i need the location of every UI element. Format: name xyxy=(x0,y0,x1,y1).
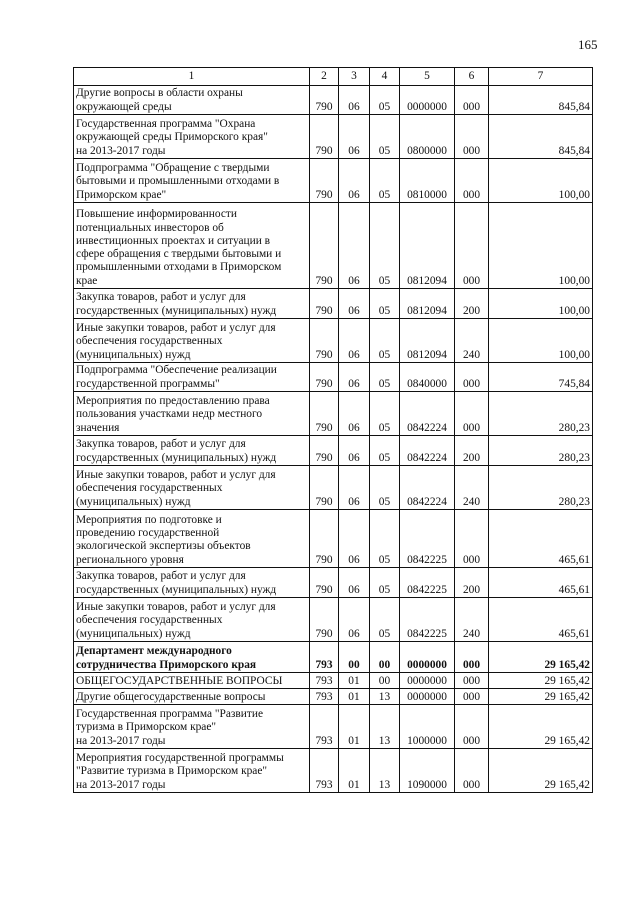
item-name: Другие общегосударственные вопросы xyxy=(74,689,310,705)
target-article-code: 0810000 xyxy=(400,159,455,203)
ved-code: 790 xyxy=(310,598,339,642)
expense-type-code: 000 xyxy=(455,115,489,159)
item-name: Иные закупки товаров, работ и услуг для обеспечения государственных (муниципальных) нужд xyxy=(74,319,310,363)
amount: 29 165,42 xyxy=(489,673,593,689)
ved-code: 790 xyxy=(310,466,339,510)
expense-type-code: 200 xyxy=(455,568,489,598)
ved-code: 793 xyxy=(310,673,339,689)
expense-type-code: 000 xyxy=(455,159,489,203)
amount: 100,00 xyxy=(489,319,593,363)
ved-code: 790 xyxy=(310,115,339,159)
item-name: Иные закупки товаров, работ и услуг для обеспечения государственных (муниципальных) нужд xyxy=(74,598,310,642)
item-name: Департамент международного сотрудничества Приморского края xyxy=(74,642,310,673)
table-row xyxy=(74,673,593,689)
ved-code: 793 xyxy=(310,749,339,793)
ved-code: 790 xyxy=(310,203,339,289)
subsection-code: 05 xyxy=(370,203,400,289)
item-name: Государственная программа "Развитие туризма в Приморском крае" на 2013-2017 годы xyxy=(74,705,310,749)
expense-type-code: 200 xyxy=(455,289,489,319)
subsection-code: 05 xyxy=(370,319,400,363)
target-article-code: 0842225 xyxy=(400,510,455,568)
item-name: Мероприятия по предоставлению права пользования участками недр местного значения xyxy=(74,392,310,436)
amount: 100,00 xyxy=(489,203,593,289)
column-number: 6 xyxy=(455,68,489,86)
table-row xyxy=(74,203,593,289)
amount: 100,00 xyxy=(489,159,593,203)
amount: 465,61 xyxy=(489,510,593,568)
column-number: 3 xyxy=(339,68,370,86)
column-number: 2 xyxy=(310,68,339,86)
subsection-code: 05 xyxy=(370,598,400,642)
ved-code: 790 xyxy=(310,289,339,319)
section-code: 06 xyxy=(339,392,370,436)
item-name: Другие вопросы в области охраны окружающей среды xyxy=(74,86,310,115)
target-article-code: 1000000 xyxy=(400,705,455,749)
amount: 465,61 xyxy=(489,568,593,598)
expense-type-code: 000 xyxy=(455,203,489,289)
amount: 745,84 xyxy=(489,363,593,392)
target-article-code: 0000000 xyxy=(400,689,455,705)
expense-type-code: 000 xyxy=(455,705,489,749)
subsection-code: 05 xyxy=(370,436,400,466)
table-row xyxy=(74,363,593,392)
budget-table xyxy=(73,67,593,793)
section-code: 06 xyxy=(339,203,370,289)
page-number: 165 xyxy=(578,37,598,52)
ved-code: 790 xyxy=(310,159,339,203)
subsection-code: 13 xyxy=(370,689,400,705)
table-row xyxy=(74,115,593,159)
column-number: 5 xyxy=(400,68,455,86)
item-name: Закупка товаров, работ и услуг для государственных (муниципальных) нужд xyxy=(74,568,310,598)
target-article-code: 0842225 xyxy=(400,598,455,642)
table-row xyxy=(74,86,593,115)
expense-type-code: 000 xyxy=(455,510,489,568)
subsection-code: 00 xyxy=(370,642,400,673)
target-article-code: 0000000 xyxy=(400,86,455,115)
subsection-code: 13 xyxy=(370,705,400,749)
section-code: 06 xyxy=(339,363,370,392)
target-article-code: 0842224 xyxy=(400,392,455,436)
ved-code: 790 xyxy=(310,86,339,115)
section-code: 01 xyxy=(339,673,370,689)
table-row xyxy=(74,436,593,466)
item-name: ОБЩЕГОСУДАРСТВЕННЫЕ ВОПРОСЫ xyxy=(74,673,310,689)
column-number: 1 xyxy=(74,68,310,86)
amount: 100,00 xyxy=(489,289,593,319)
section-code: 06 xyxy=(339,289,370,319)
section-code: 06 xyxy=(339,568,370,598)
amount: 845,84 xyxy=(489,115,593,159)
section-code: 06 xyxy=(339,86,370,115)
subsection-code: 05 xyxy=(370,86,400,115)
target-article-code: 0812094 xyxy=(400,203,455,289)
section-code: 06 xyxy=(339,159,370,203)
item-name: Мероприятия государственной программы "Развитие туризма в Приморском крае" на 2013-2017 годы xyxy=(74,749,310,793)
expense-type-code: 000 xyxy=(455,673,489,689)
item-name: Закупка товаров, работ и услуг для государственных (муниципальных) нужд xyxy=(74,436,310,466)
table-row xyxy=(74,642,593,673)
table-row xyxy=(74,749,593,793)
column-number-row xyxy=(74,68,593,86)
expense-type-code: 000 xyxy=(455,86,489,115)
expense-type-code: 200 xyxy=(455,436,489,466)
ved-code: 790 xyxy=(310,392,339,436)
subsection-code: 05 xyxy=(370,289,400,319)
section-code: 01 xyxy=(339,705,370,749)
target-article-code: 0842225 xyxy=(400,568,455,598)
item-name: Подпрограмма "Обращение с твердыми бытовыми и промышленными отходами в Приморском крае" xyxy=(74,159,310,203)
ved-code: 790 xyxy=(310,363,339,392)
column-number: 4 xyxy=(370,68,400,86)
target-article-code: 0000000 xyxy=(400,673,455,689)
target-article-code: 0800000 xyxy=(400,115,455,159)
amount: 29 165,42 xyxy=(489,705,593,749)
target-article-code: 0812094 xyxy=(400,319,455,363)
subsection-code: 00 xyxy=(370,673,400,689)
subsection-code: 13 xyxy=(370,749,400,793)
ved-code: 790 xyxy=(310,319,339,363)
ved-code: 793 xyxy=(310,689,339,705)
table-row xyxy=(74,289,593,319)
amount: 29 165,42 xyxy=(489,749,593,793)
item-name: Подпрограмма "Обеспечение реализации государственной программы" xyxy=(74,363,310,392)
amount: 280,23 xyxy=(489,466,593,510)
amount: 845,84 xyxy=(489,86,593,115)
budget-table-body xyxy=(74,68,593,793)
section-code: 06 xyxy=(339,510,370,568)
section-code: 01 xyxy=(339,749,370,793)
target-article-code: 0840000 xyxy=(400,363,455,392)
section-code: 01 xyxy=(339,689,370,705)
column-number: 7 xyxy=(489,68,593,86)
item-name: Мероприятия по подготовке и проведению государственной экологической экспертизы объектов регионального уровня xyxy=(74,510,310,568)
section-code: 00 xyxy=(339,642,370,673)
amount: 29 165,42 xyxy=(489,642,593,673)
amount: 280,23 xyxy=(489,392,593,436)
item-name: Повышение информированности потенциальных инвесторов об инвестиционных проектах и ситуации в сфере обращения с твердыми бытовыми и промышленными отходами в Приморском крае xyxy=(74,203,310,289)
subsection-code: 05 xyxy=(370,392,400,436)
amount: 465,61 xyxy=(489,598,593,642)
table-row xyxy=(74,159,593,203)
table-row xyxy=(74,510,593,568)
ved-code: 793 xyxy=(310,705,339,749)
section-code: 06 xyxy=(339,436,370,466)
subsection-code: 05 xyxy=(370,510,400,568)
amount: 280,23 xyxy=(489,436,593,466)
section-code: 06 xyxy=(339,466,370,510)
target-article-code: 1090000 xyxy=(400,749,455,793)
table-row xyxy=(74,598,593,642)
target-article-code: 0812094 xyxy=(400,289,455,319)
expense-type-code: 240 xyxy=(455,319,489,363)
expense-type-code: 000 xyxy=(455,642,489,673)
target-article-code: 0842224 xyxy=(400,466,455,510)
subsection-code: 05 xyxy=(370,115,400,159)
table-row xyxy=(74,705,593,749)
section-code: 06 xyxy=(339,115,370,159)
table-row xyxy=(74,466,593,510)
table-row xyxy=(74,568,593,598)
ved-code: 790 xyxy=(310,568,339,598)
subsection-code: 05 xyxy=(370,159,400,203)
expense-type-code: 240 xyxy=(455,466,489,510)
item-name: Иные закупки товаров, работ и услуг для обеспечения государственных (муниципальных) нужд xyxy=(74,466,310,510)
ved-code: 790 xyxy=(310,436,339,466)
expense-type-code: 240 xyxy=(455,598,489,642)
table-row xyxy=(74,689,593,705)
target-article-code: 0000000 xyxy=(400,642,455,673)
expense-type-code: 000 xyxy=(455,749,489,793)
expense-type-code: 000 xyxy=(455,363,489,392)
item-name: Закупка товаров, работ и услуг для государственных (муниципальных) нужд xyxy=(74,289,310,319)
table-row xyxy=(74,319,593,363)
target-article-code: 0842224 xyxy=(400,436,455,466)
expense-type-code: 000 xyxy=(455,689,489,705)
ved-code: 790 xyxy=(310,510,339,568)
item-name: Государственная программа "Охрана окружающей среды Приморского края" на 2013-2017 годы xyxy=(74,115,310,159)
subsection-code: 05 xyxy=(370,568,400,598)
table-row xyxy=(74,392,593,436)
section-code: 06 xyxy=(339,319,370,363)
expense-type-code: 000 xyxy=(455,392,489,436)
subsection-code: 05 xyxy=(370,466,400,510)
amount: 29 165,42 xyxy=(489,689,593,705)
ved-code: 793 xyxy=(310,642,339,673)
section-code: 06 xyxy=(339,598,370,642)
subsection-code: 05 xyxy=(370,363,400,392)
